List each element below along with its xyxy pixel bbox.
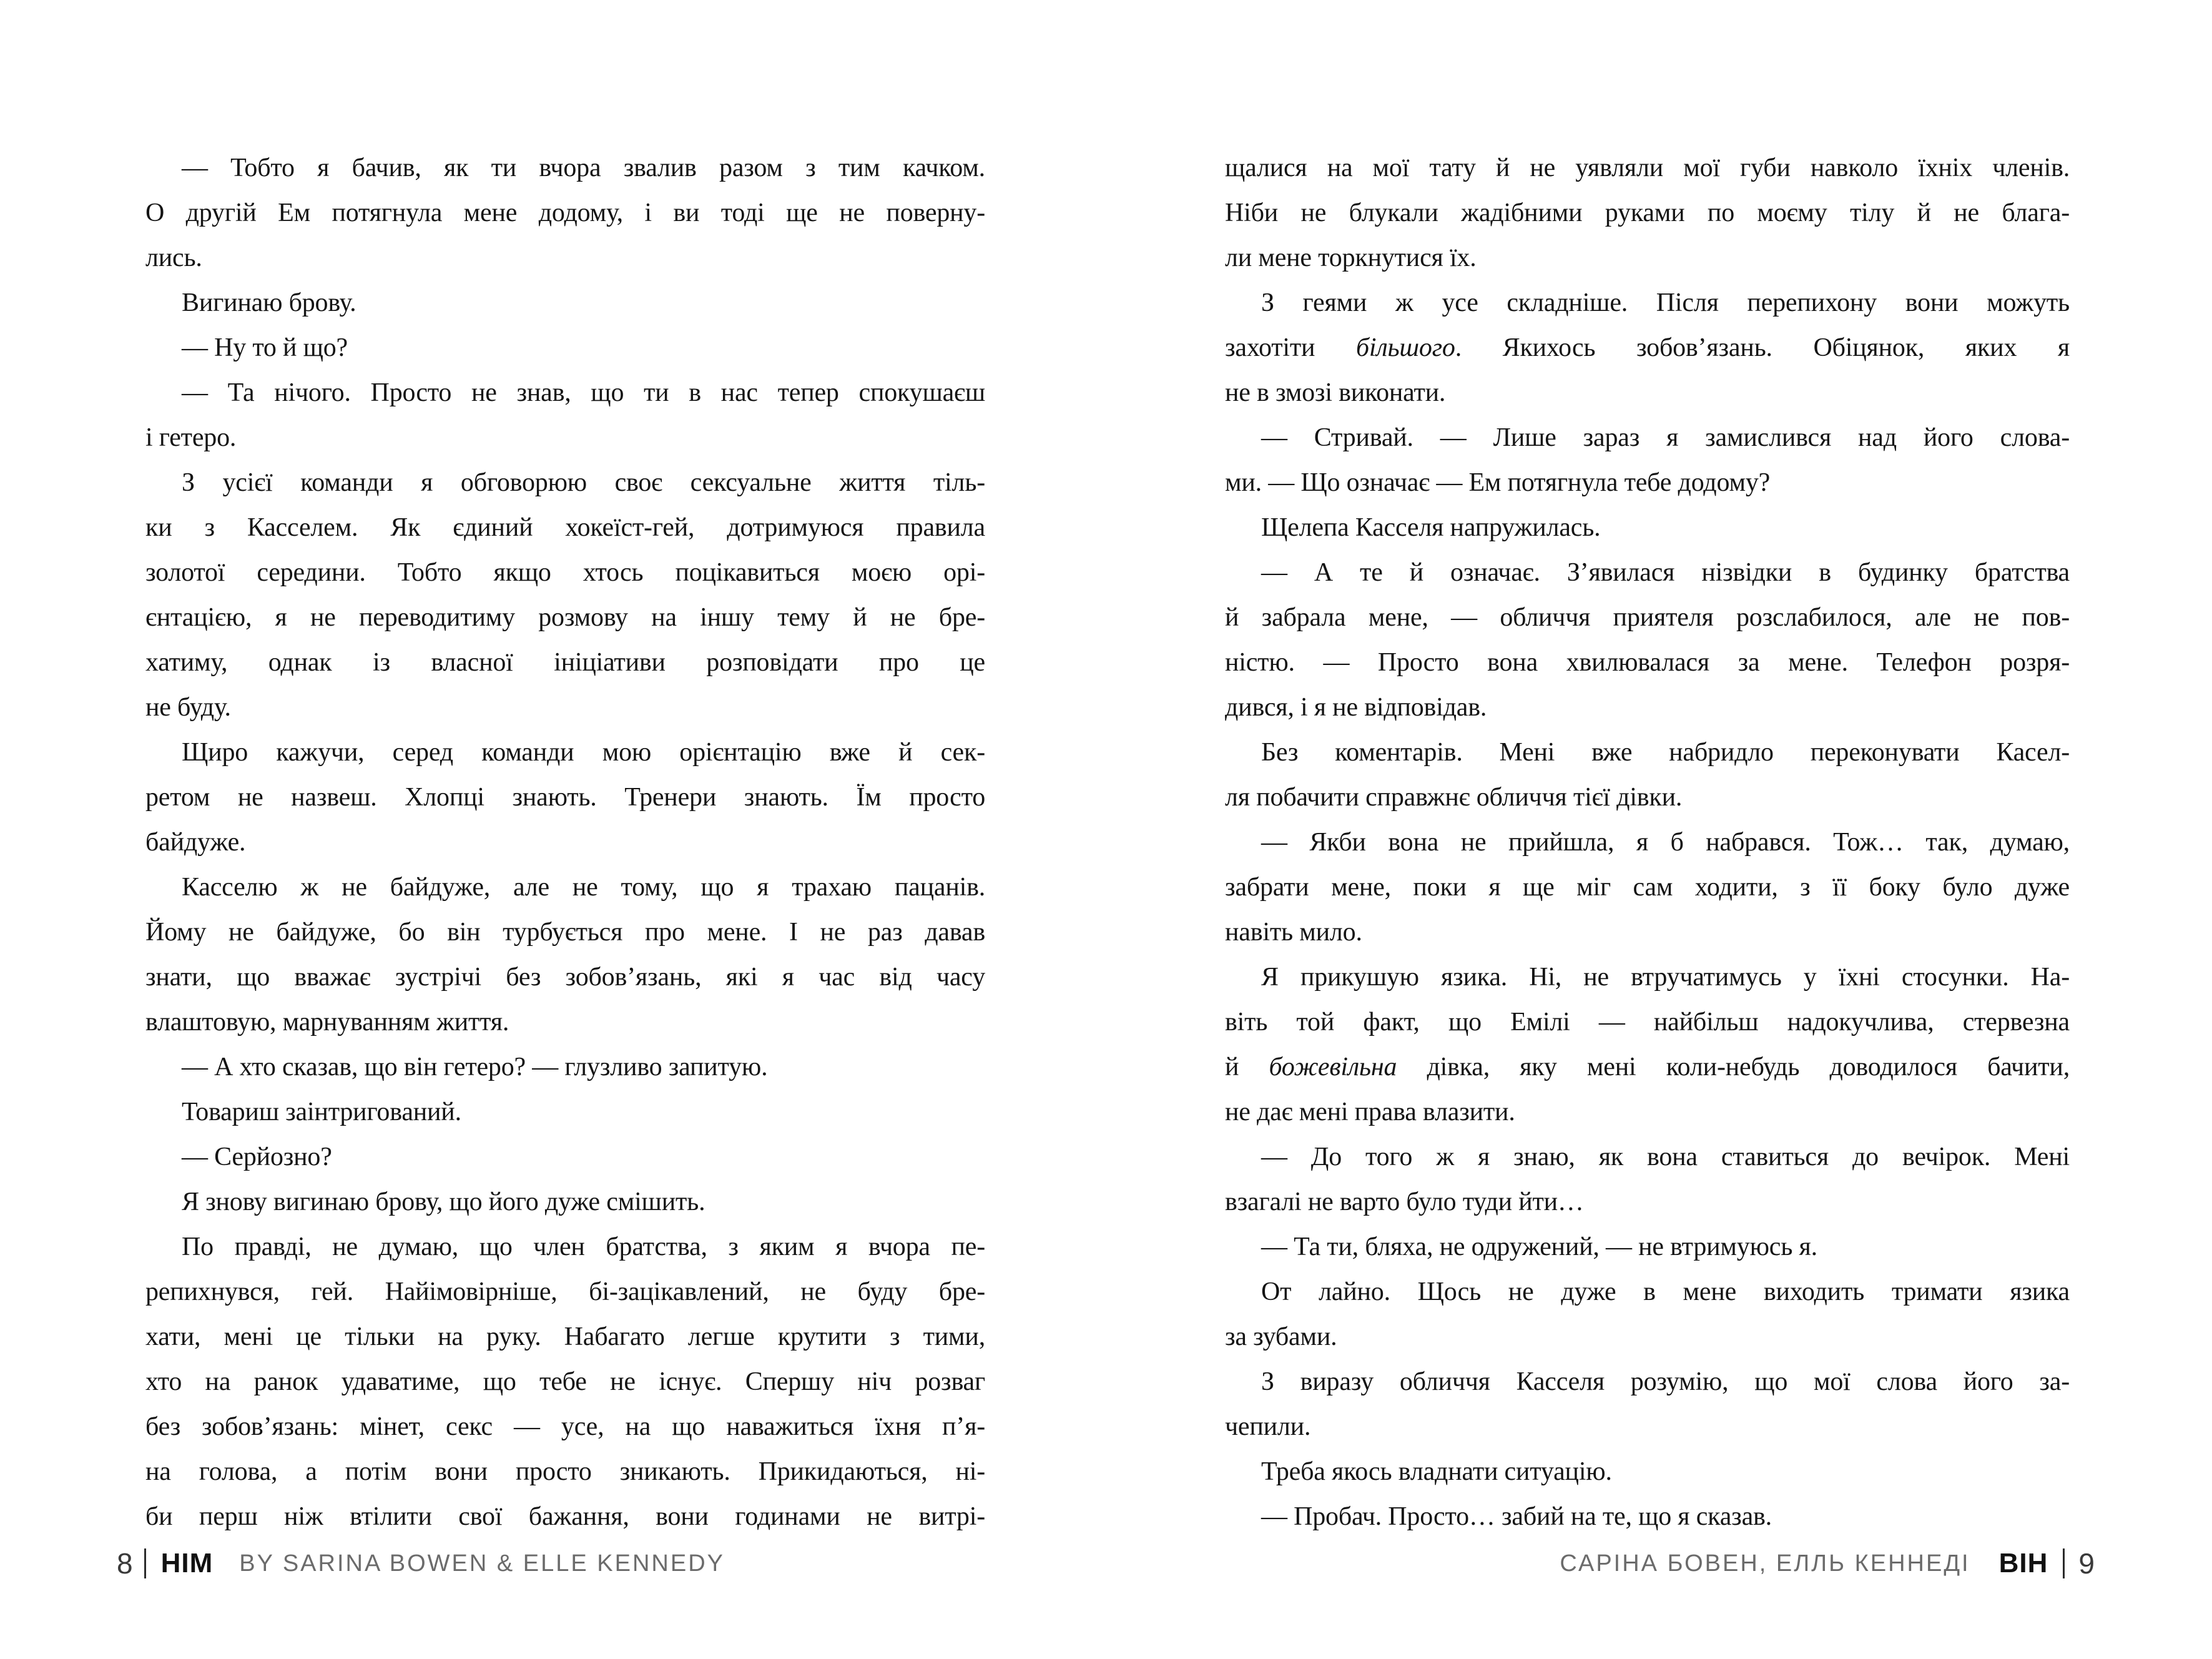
text-line: ретом не назвеш. Хлопці знають. Тренери знають. Їм просто bbox=[145, 783, 985, 812]
text-line: Щелепа Касселя напружилась. bbox=[1261, 513, 1601, 542]
text-line: хатиму, однак із власної ініціативи розповідати про це bbox=[145, 648, 985, 677]
text-line: Вигинаю брову. bbox=[182, 288, 356, 317]
book-title-en: HIM bbox=[160, 1548, 214, 1578]
text-line: взагалі не варто було туди йти… bbox=[1225, 1188, 1584, 1216]
text-line: Я знову вигинаю брову, що його дуже смішить. bbox=[182, 1188, 705, 1216]
book-byline: BY SARINA BOWEN & ELLE KENNEDY bbox=[239, 1550, 725, 1577]
text-line: на голова, а потім вони просто зникають. Прикидаються, ні- bbox=[145, 1457, 985, 1486]
text-line: ли мене торкнутися їх. bbox=[1225, 244, 1477, 272]
text-line: — Та нічого. Просто не знав, що ти в нас тепер спокушаєш bbox=[182, 378, 985, 407]
text-line: навіть мило. bbox=[1225, 918, 1362, 947]
text-line: влаштовую, марнуванням життя. bbox=[145, 1008, 509, 1036]
right-page-number: 9 bbox=[2078, 1547, 2095, 1580]
text-line: за зубами. bbox=[1225, 1322, 1337, 1351]
text-line: — Пробач. Просто… забий на те, що я сказав. bbox=[1261, 1502, 1772, 1531]
text-line: По правді, не думаю, що член братства, з яким я вчора пе- bbox=[182, 1233, 985, 1261]
text-line: — Серйозно? bbox=[182, 1143, 332, 1171]
text-line: єнтацією, я не переводитиму розмову на іншу тему й не бре- bbox=[145, 603, 985, 632]
text-line: — Стривай. — Лише зараз я замислився над його слова- bbox=[1261, 423, 2070, 452]
book-authors-uk: САРІНА БОВЕН, ЕЛЛЬ КЕННЕДІ bbox=[1560, 1550, 1970, 1577]
book-title-uk: ВІН bbox=[1998, 1548, 2048, 1578]
text-line: віть той факт, що Емілі — найбільш надокучлива, стервезна bbox=[1225, 1008, 2070, 1036]
text-line: Товариш заінтригований. bbox=[182, 1098, 461, 1126]
right-page-footer bbox=[1560, 1547, 2095, 1580]
text-line: і гетеро. bbox=[145, 423, 237, 452]
text-line: Я прикушую язика. Ні, не втручатимусь у їхні стосунки. На- bbox=[1261, 963, 2070, 992]
text-line: — Тобто я бачив, як ти вчора звалив разом з тим качком. bbox=[182, 154, 985, 182]
text-line: чепили. bbox=[1225, 1412, 1311, 1441]
text-line: З геями ж усе складніше. Після перепихону вони можуть bbox=[1261, 288, 2070, 317]
text-line: дився, і я не відповідав. bbox=[1225, 693, 1487, 722]
text-line: — А те й означає. З’явилася нізвідки в будинку братства bbox=[1261, 558, 2070, 587]
text-line: хто на ранок удаватиме, що тебе не існує. Спершу ніч розваг bbox=[145, 1367, 985, 1396]
text-line: З усієї команди я обговорюю своє сексуальне життя тіль- bbox=[182, 468, 985, 497]
text-line: й божевільна дівка, яку мені коли-небудь доводилося бачити, bbox=[1225, 1053, 2070, 1081]
right-page-text bbox=[1225, 145, 2070, 1539]
text-line: — Якби вона не прийшла, я б набрався. Тож… так, думаю, bbox=[1261, 828, 2070, 857]
text-line: — До того ж я знаю, як вона ставиться до вечірок. Мені bbox=[1261, 1143, 2070, 1171]
text-line: ми. — Що означає — Ем потягнула тебе додому? bbox=[1225, 468, 1771, 497]
text-line: Йому не байдуже, бо він турбується про мене. І не раз давав bbox=[145, 918, 985, 947]
text-line: ля побачити справжнє обличчя тієї дівки. bbox=[1225, 783, 1683, 812]
text-line: — Ну то й що? bbox=[182, 333, 348, 362]
text-line: — А хто сказав, що він гетеро? — глузливо запитую. bbox=[182, 1053, 768, 1081]
text-line: репихнувся, гей. Найімовірніше, бі-зацікавлений, не буду бре- bbox=[145, 1277, 985, 1306]
footer-divider bbox=[144, 1548, 146, 1578]
left-page-footer bbox=[117, 1547, 725, 1580]
text-line: Ніби не блукали жадібними руками по моєму тілу й не блага- bbox=[1225, 199, 2070, 227]
text-line: лись. bbox=[145, 244, 202, 272]
text-line: байдуже. bbox=[145, 828, 246, 857]
text-line: золотої середини. Тобто якщо хтось поцікавиться моєю орі- bbox=[145, 558, 985, 587]
text-line: не в змозі виконати. bbox=[1225, 378, 1446, 407]
text-line: ки з Касселем. Як єдиний хокеїст-гей, дотримуюся правила bbox=[145, 513, 985, 542]
text-line: без зобов’язань: мінет, секс — усе, на що наважиться їхня п’я- bbox=[145, 1412, 985, 1441]
text-line: Без коментарів. Мені вже набридло переконувати Касел- bbox=[1261, 738, 2070, 767]
text-line: Щиро кажучи, серед команди мою орієнтацію вже й сек- bbox=[182, 738, 985, 767]
text-line: не буду. bbox=[145, 693, 231, 722]
left-page-text bbox=[145, 145, 985, 1539]
text-line: щалися на мої тату й не уявляли мої губи навколо їхніх членів. bbox=[1225, 154, 2070, 182]
text-line: Треба якось владнати ситуацію. bbox=[1261, 1457, 1612, 1486]
text-line: О другій Ем потягнула мене додому, і ви тоді ще не поверну- bbox=[145, 199, 985, 227]
text-line: От лайно. Щось не дуже в мене виходить тримати язика bbox=[1261, 1277, 2070, 1306]
text-line: — Та ти, бляха, не одружений, — не втримуюсь я. bbox=[1261, 1233, 1817, 1261]
text-line: би перш ніж втілити свої бажання, вони годинами не витрі- bbox=[145, 1502, 985, 1531]
text-line: захотіти більшого. Якихось зобов’язань. Обіцянок, яких я bbox=[1225, 333, 2070, 362]
text-line: знати, що вважає зустрічі без зобов’язань, які я час від часу bbox=[145, 963, 985, 992]
left-page-number: 8 bbox=[117, 1547, 133, 1580]
footer-divider bbox=[2063, 1548, 2065, 1578]
text-line: З виразу обличчя Касселя розумію, що мої слова його за- bbox=[1261, 1367, 2070, 1396]
text-line: забрати мене, поки я ще міг сам ходити, з її боку було дуже bbox=[1225, 873, 2070, 902]
text-line: й забрала мене, — обличчя приятеля розслабилося, але не пов- bbox=[1225, 603, 2070, 632]
text-line: не дає мені права влазити. bbox=[1225, 1098, 1515, 1126]
text-line: ністю. — Просто вона хвилювалася за мене. Телефон розря- bbox=[1225, 648, 2070, 677]
text-line: Касселю ж не байдуже, але не тому, що я трахаю пацанів. bbox=[182, 873, 985, 902]
text-line: хати, мені це тільки на руку. Набагато легше крутити з тими, bbox=[145, 1322, 985, 1351]
